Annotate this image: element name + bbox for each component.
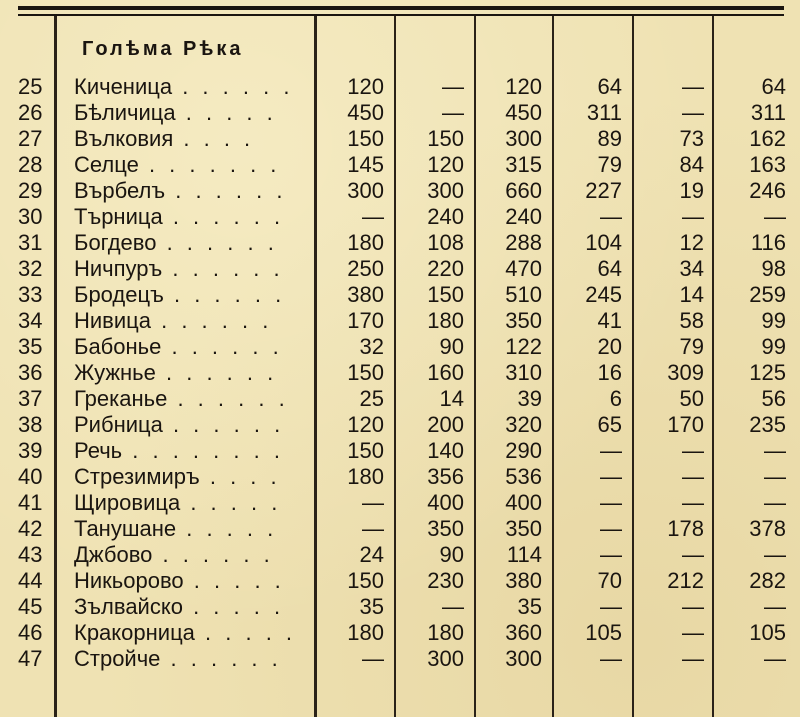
leader-dots: . . . . . . xyxy=(172,74,294,99)
value-cell-c5: 58 xyxy=(679,308,704,333)
village-name xyxy=(74,568,312,594)
value-cell-c3: 300 xyxy=(505,646,542,671)
value-cell-c2: 300 xyxy=(427,646,464,671)
value-cell-c2: 90 xyxy=(439,542,464,567)
value-cell-c2: 350 xyxy=(427,516,464,541)
value-cell-c1: 35 xyxy=(359,594,384,619)
value-cell-c4: — xyxy=(600,594,622,619)
leader-dots: . . . . . . xyxy=(156,230,278,255)
value-cell-c1: 450 xyxy=(347,100,384,125)
value-cell-c6: 311 xyxy=(750,100,786,125)
village-name xyxy=(74,646,312,672)
value-cell-c3: 536 xyxy=(505,464,542,489)
value-cell-c4: 227 xyxy=(585,178,622,203)
table-row xyxy=(0,620,800,646)
leader-dots: . . . . . xyxy=(175,100,277,125)
value-cell-c1: 120 xyxy=(347,412,384,437)
value-cell-c2: 120 xyxy=(427,152,464,177)
table-row xyxy=(0,646,800,672)
value-cell-c2: — xyxy=(442,100,464,125)
table-row xyxy=(0,412,800,438)
row-number: 35 xyxy=(18,334,43,359)
leader-dots: . . . . . . xyxy=(160,646,282,671)
value-cell-c3: 400 xyxy=(505,490,542,515)
value-cell-c3: 360 xyxy=(505,620,542,645)
value-cell-c1: 380 xyxy=(347,282,384,307)
value-cell-c2: 90 xyxy=(439,334,464,359)
village-name xyxy=(74,178,312,204)
leader-dots: . . . . . . xyxy=(162,412,285,437)
value-cell-c4: 64 xyxy=(597,256,622,281)
row-number: 28 xyxy=(18,152,43,177)
value-cell-c5: 212 xyxy=(667,568,704,593)
village-name-text: Ничпуръ xyxy=(74,256,163,281)
table-row xyxy=(0,282,800,308)
value-cell-c2: 356 xyxy=(427,464,464,489)
village-name-text: Кракорница xyxy=(74,620,195,645)
value-cell-c3: 510 xyxy=(505,282,542,307)
village-name xyxy=(74,542,312,568)
value-cell-c2: 230 xyxy=(427,568,464,593)
table-row xyxy=(0,464,800,490)
leader-dots: . . . . . xyxy=(194,620,297,645)
value-cell-c4: — xyxy=(600,490,622,515)
value-cell-c3: 380 xyxy=(505,568,542,593)
value-cell-c5: 50 xyxy=(679,386,704,411)
value-cell-c4: — xyxy=(600,646,622,671)
value-cell-c2: 108 xyxy=(427,230,464,255)
village-name xyxy=(74,230,312,256)
value-cell-c6: 99 xyxy=(761,334,786,359)
row-number: 33 xyxy=(18,282,43,307)
village-name-text: Богдево xyxy=(74,230,157,255)
value-cell-c5: 73 xyxy=(679,126,704,151)
leader-dots: . . . . . . xyxy=(163,282,286,307)
leader-dots: . . . . . . . xyxy=(138,152,281,177)
value-cell-c4: 245 xyxy=(585,282,622,307)
value-cell-c4: 41 xyxy=(597,308,622,333)
row-number: 32 xyxy=(18,256,43,281)
village-name-text: Бродецъ xyxy=(74,282,164,307)
value-cell-c6: — xyxy=(764,542,786,567)
value-cell-c2: 160 xyxy=(427,360,464,385)
value-cell-c1: 25 xyxy=(359,386,384,411)
value-cell-c3: 240 xyxy=(505,204,542,229)
value-cell-c2: 150 xyxy=(427,282,464,307)
value-cell-c6: — xyxy=(764,594,786,619)
row-number: 31 xyxy=(18,230,43,255)
value-cell-c6: 56 xyxy=(761,386,786,411)
table-row xyxy=(0,516,800,542)
value-cell-c4: 20 xyxy=(597,334,622,359)
value-cell-c6: 163 xyxy=(749,152,786,177)
top-rule xyxy=(18,6,784,10)
value-cell-c4: 6 xyxy=(609,386,622,411)
village-name xyxy=(74,282,312,308)
value-cell-c6: 125 xyxy=(749,360,786,385)
leader-dots: . . . . xyxy=(173,126,255,151)
value-cell-c5: 19 xyxy=(679,178,704,203)
value-cell-c2: 140 xyxy=(427,438,464,463)
value-cell-c2: 300 xyxy=(427,178,464,203)
leader-dots: . . . . . . xyxy=(165,178,287,203)
leader-dots: . . . . . . xyxy=(162,256,284,281)
village-name xyxy=(74,126,312,152)
village-name xyxy=(74,100,312,126)
value-cell-c3: 288 xyxy=(505,230,542,255)
leader-dots: . . . . . . xyxy=(155,360,278,385)
village-name xyxy=(74,74,312,100)
value-cell-c1: 32 xyxy=(359,334,384,359)
table-row xyxy=(0,74,800,100)
row-number: 26 xyxy=(18,100,43,125)
value-cell-c6: 105 xyxy=(749,620,786,645)
value-cell-c5: — xyxy=(682,74,704,99)
row-number: 29 xyxy=(18,178,43,203)
value-cell-c4: 64 xyxy=(597,74,622,99)
value-cell-c5: — xyxy=(682,646,704,671)
table-row xyxy=(0,152,800,178)
value-cell-c2: 240 xyxy=(427,204,464,229)
value-cell-c2: 14 xyxy=(439,386,464,411)
value-cell-c1: 180 xyxy=(347,620,384,645)
value-cell-c4: — xyxy=(600,438,622,463)
leader-dots: . . . . . . xyxy=(167,386,289,411)
value-cell-c5: — xyxy=(682,204,704,229)
row-number: 25 xyxy=(18,74,43,99)
village-name-text: Танушане xyxy=(74,516,177,541)
row-number: 42 xyxy=(18,516,43,541)
value-cell-c1: 145 xyxy=(347,152,384,177)
table-row xyxy=(0,256,800,282)
value-cell-c2: 400 xyxy=(427,490,464,515)
value-cell-c1: 300 xyxy=(347,178,384,203)
village-name-text: Върбелъ xyxy=(74,178,166,203)
village-name-text: Бѣличица xyxy=(74,100,176,125)
value-cell-c5: 84 xyxy=(679,152,704,177)
village-name-text: Греканье xyxy=(74,386,168,411)
village-name-text: Селце xyxy=(74,152,139,177)
table-row xyxy=(0,490,800,516)
value-cell-c5: — xyxy=(682,490,704,515)
table-row xyxy=(0,334,800,360)
table-row xyxy=(0,386,800,412)
value-cell-c4: 16 xyxy=(597,360,622,385)
table-row xyxy=(0,360,800,386)
value-cell-c5: — xyxy=(682,542,704,567)
value-cell-c6: 116 xyxy=(750,230,786,255)
value-cell-c3: 310 xyxy=(505,360,542,385)
village-name-text: Джбово xyxy=(74,542,153,567)
value-cell-c5: — xyxy=(682,100,704,125)
value-cell-c4: 70 xyxy=(597,568,622,593)
village-name-text: Вълковия xyxy=(74,126,174,151)
value-cell-c6: 259 xyxy=(749,282,786,307)
table-row xyxy=(0,100,800,126)
value-cell-c3: 320 xyxy=(505,412,542,437)
leader-dots: . . . . . xyxy=(176,516,278,541)
village-name xyxy=(74,490,312,516)
village-name-text: Бабонье xyxy=(74,334,162,359)
table-row xyxy=(0,308,800,334)
value-cell-c2: 180 xyxy=(427,620,464,645)
village-name-text: Речь xyxy=(74,438,123,463)
value-cell-c6: 378 xyxy=(749,516,786,541)
row-number: 41 xyxy=(18,490,43,515)
value-cell-c5: 79 xyxy=(679,334,704,359)
village-name xyxy=(74,308,312,334)
value-cell-c1: — xyxy=(362,646,384,671)
leader-dots: . . . . . . xyxy=(151,308,273,333)
value-cell-c3: 39 xyxy=(517,386,542,411)
village-name-text: Рибница xyxy=(74,412,163,437)
value-cell-c5: — xyxy=(682,594,704,619)
value-cell-c5: 309 xyxy=(667,360,704,385)
value-cell-c6: — xyxy=(764,438,786,463)
section-title: Голѣма Рѣка xyxy=(82,38,244,60)
value-cell-c4: — xyxy=(600,204,622,229)
value-cell-c1: 150 xyxy=(347,438,384,463)
value-cell-c1: 150 xyxy=(347,568,384,593)
value-cell-c5: 178 xyxy=(667,516,704,541)
village-name xyxy=(74,334,312,360)
value-cell-c3: 120 xyxy=(505,74,542,99)
table-row xyxy=(0,178,800,204)
value-cell-c4: 105 xyxy=(585,620,622,645)
village-name xyxy=(74,152,312,178)
row-number: 36 xyxy=(18,360,43,385)
row-number: 27 xyxy=(18,126,43,151)
leader-dots: . . . . . . xyxy=(162,204,285,229)
value-cell-c5: 12 xyxy=(679,230,704,255)
value-cell-c6: — xyxy=(764,490,786,515)
village-name xyxy=(74,516,312,542)
value-cell-c1: 24 xyxy=(359,542,384,567)
village-name-text: Стройче xyxy=(74,646,161,671)
leader-dots: . . . . . xyxy=(183,568,285,593)
table-row xyxy=(0,230,800,256)
value-cell-c1: 170 xyxy=(347,308,384,333)
value-cell-c1: 180 xyxy=(347,230,384,255)
value-cell-c4: 65 xyxy=(597,412,622,437)
village-name xyxy=(74,594,312,620)
value-cell-c6: 98 xyxy=(761,256,786,281)
village-name-text: Зълвайско xyxy=(74,594,183,619)
row-number: 37 xyxy=(18,386,43,411)
value-cell-c4: 79 xyxy=(597,152,622,177)
table-row xyxy=(0,204,800,230)
value-cell-c2: 200 xyxy=(427,412,464,437)
value-cell-c4: 311 xyxy=(586,100,622,125)
row-number: 40 xyxy=(18,464,43,489)
value-cell-c6: — xyxy=(764,464,786,489)
value-cell-c3: 450 xyxy=(505,100,542,125)
row-number: 46 xyxy=(18,620,43,645)
value-cell-c6: 282 xyxy=(749,568,786,593)
value-cell-c2: 180 xyxy=(427,308,464,333)
value-cell-c5: 34 xyxy=(679,256,704,281)
village-name-text: Никьорово xyxy=(74,568,184,593)
village-name xyxy=(74,360,312,386)
value-cell-c1: 150 xyxy=(347,126,384,151)
value-cell-c1: 120 xyxy=(347,74,384,99)
row-number: 34 xyxy=(18,308,43,333)
table-row xyxy=(0,568,800,594)
value-cell-c3: 122 xyxy=(505,334,542,359)
value-cell-c3: 300 xyxy=(505,126,542,151)
value-cell-c5: 14 xyxy=(679,282,704,307)
value-cell-c5: — xyxy=(682,464,704,489)
row-number: 39 xyxy=(18,438,43,463)
value-cell-c6: 235 xyxy=(749,412,786,437)
value-cell-c5: — xyxy=(682,620,704,645)
value-cell-c6: 246 xyxy=(749,178,786,203)
row-number: 47 xyxy=(18,646,43,671)
village-name xyxy=(74,386,312,412)
village-name xyxy=(74,204,312,230)
value-cell-c3: 350 xyxy=(505,516,542,541)
value-cell-c3: 350 xyxy=(505,308,542,333)
village-name-text: Нивица xyxy=(74,308,151,333)
leader-dots: . . . . . . xyxy=(152,542,274,567)
value-cell-c3: 35 xyxy=(517,594,542,619)
value-cell-c4: 89 xyxy=(597,126,622,151)
value-cell-c2: 220 xyxy=(427,256,464,281)
value-cell-c6: 162 xyxy=(749,126,786,151)
leader-dots: . . . . . . . . xyxy=(122,438,284,463)
row-number: 44 xyxy=(18,568,43,593)
value-cell-c6: 99 xyxy=(761,308,786,333)
value-cell-c4: — xyxy=(600,542,622,567)
value-cell-c1: — xyxy=(362,490,384,515)
village-name xyxy=(74,438,312,464)
value-cell-c6: — xyxy=(764,204,786,229)
value-cell-c1: 150 xyxy=(347,360,384,385)
row-number: 43 xyxy=(18,542,43,567)
row-number: 38 xyxy=(18,412,43,437)
value-cell-c3: 660 xyxy=(505,178,542,203)
village-name xyxy=(74,464,312,490)
leader-dots: . . . . xyxy=(199,464,281,489)
row-number: 30 xyxy=(18,204,43,229)
village-name-text: Щировица xyxy=(74,490,181,515)
value-cell-c3: 114 xyxy=(506,542,542,567)
village-name-text: Стрезимиръ xyxy=(74,464,200,489)
top-rule-thin xyxy=(18,14,784,16)
value-cell-c3: 470 xyxy=(505,256,542,281)
leader-dots: . . . . . xyxy=(180,490,282,515)
value-cell-c1: 180 xyxy=(347,464,384,489)
leader-dots: . . . . . . xyxy=(161,334,283,359)
table-row xyxy=(0,438,800,464)
value-cell-c5: 170 xyxy=(667,412,704,437)
value-cell-c6: 64 xyxy=(761,74,786,99)
value-cell-c6: — xyxy=(764,646,786,671)
table-row xyxy=(0,542,800,568)
village-name-text: Жужнье xyxy=(74,360,156,385)
value-cell-c4: — xyxy=(600,464,622,489)
value-cell-c3: 290 xyxy=(505,438,542,463)
value-cell-c1: — xyxy=(362,204,384,229)
row-number: 45 xyxy=(18,594,43,619)
value-cell-c1: — xyxy=(362,516,384,541)
village-name xyxy=(74,412,312,438)
value-cell-c1: 250 xyxy=(347,256,384,281)
village-name-text: Търница xyxy=(74,204,163,229)
value-cell-c2: — xyxy=(442,74,464,99)
value-cell-c2: — xyxy=(442,594,464,619)
village-name xyxy=(74,620,312,646)
value-cell-c4: — xyxy=(600,516,622,541)
leader-dots: . . . . . xyxy=(182,594,285,619)
value-cell-c5: — xyxy=(682,438,704,463)
value-cell-c4: 104 xyxy=(585,230,622,255)
village-name xyxy=(74,256,312,282)
value-cell-c2: 150 xyxy=(427,126,464,151)
table-row xyxy=(0,594,800,620)
table-row xyxy=(0,126,800,152)
value-cell-c3: 315 xyxy=(505,152,542,177)
village-name-text: Киченица xyxy=(74,74,173,99)
